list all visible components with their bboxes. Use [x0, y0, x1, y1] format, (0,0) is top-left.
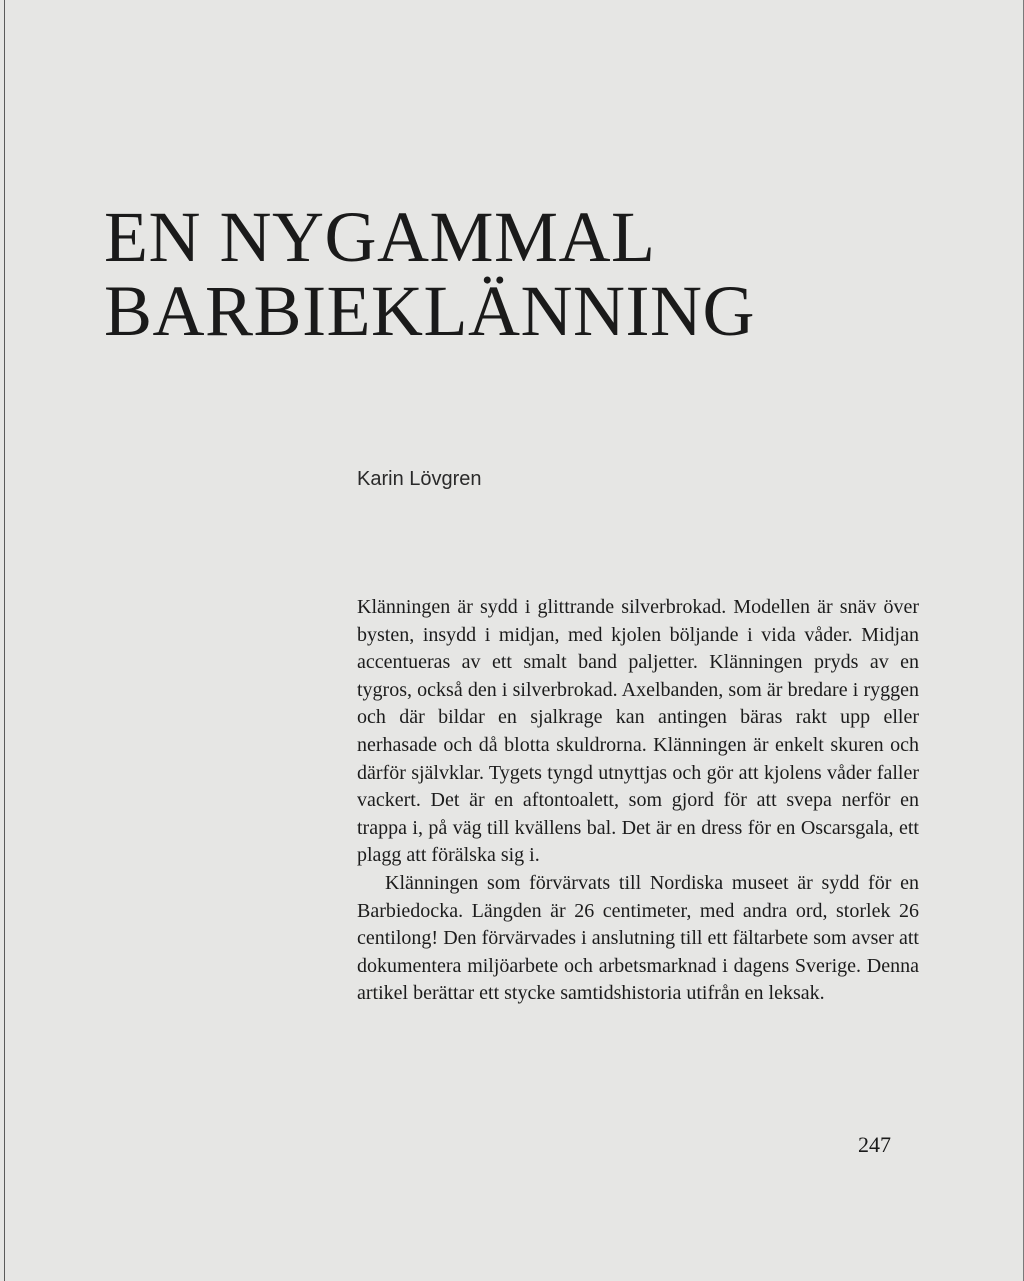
article-title-line-1: EN NYGAMMAL [104, 197, 656, 277]
author-name: Karin Lövgren [357, 468, 482, 490]
page-number: 247 [858, 1132, 891, 1157]
article-title-line-2: BARBIEKLÄNNING [104, 271, 755, 351]
article-title [104, 197, 755, 351]
body-paragraph-2: Klänningen som förvärvats till Nordiska museet är sydd för en Barbiedocka. Längden är 26 centimeter, med andra ord, storlek 26 centilong! Den förvärvades i anslutning till ett fältarbete som avser att dokumentera miljöarbete och arbetsmarknad i dagens Sverige. Denna artikel berättar ett stycke samtidshistoria utifrån en leksak. [357, 871, 919, 1005]
article-body [357, 594, 919, 1008]
body-paragraph-1: Klänningen är sydd i glittrande silverbrokad. Modellen är snäv över bysten, insydd i midjan, med kjolen böljande i vida våder. Midjan accentueras av ett smalt band paljetter. Klänningen pryds av en tygros, också den i silverbrokad. Axelbanden, som är bredare i ryggen och där bildar en sjalkrage kan antingen bäras rakt upp eller nerhasade och då blotta skuldrorna. Klänningen är enkelt skuren och därför självklar. Tygets tyngd utnyttjas och gör att kjolens våder faller vackert. Det är en aftontoalett, som gjord för att svepa nerför en trappa i, på väg till kvällens bal. Det är en dress för en Oscarsgala, ett plagg att förälska sig i. [357, 596, 919, 867]
